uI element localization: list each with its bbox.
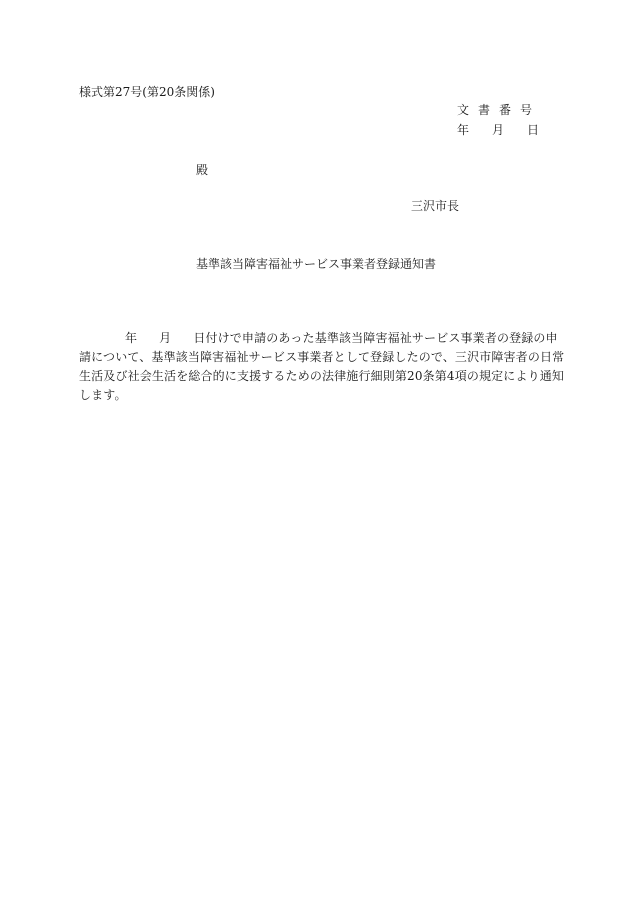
form-number-label: 様式第27号(第20条関係): [79, 85, 215, 99]
recipient-honorific: 殿: [196, 163, 209, 177]
date-month-label: 月: [491, 123, 504, 137]
body-line-1: [79, 329, 558, 348]
date-year-label: 年: [457, 123, 470, 137]
document-title: 基準該当障害福祉サービス事業者登録通知書: [196, 257, 437, 271]
issuer-name: 三沢市長: [411, 199, 460, 213]
body-line-4: します。: [79, 388, 127, 402]
body-line-2: 請について、基準該当障害福祉サービス事業者として登録したので、三沢市障害者の日常: [79, 350, 565, 364]
notice-body: [79, 329, 565, 405]
body-line-3: 生活及び社会生活を総合的に支援するための法律施行細則第20条第4項の規定により通知: [79, 369, 565, 383]
body-line-1-text: 日付けで申請のあった基準該当障害福祉サービス事業者の登録の申: [193, 331, 558, 345]
document-date: [457, 122, 539, 138]
date-day-label: 日: [526, 123, 539, 137]
body-year-label: 年: [125, 331, 138, 345]
document-number-label: 文書番号: [457, 103, 542, 117]
body-month-label: 月: [159, 331, 172, 345]
